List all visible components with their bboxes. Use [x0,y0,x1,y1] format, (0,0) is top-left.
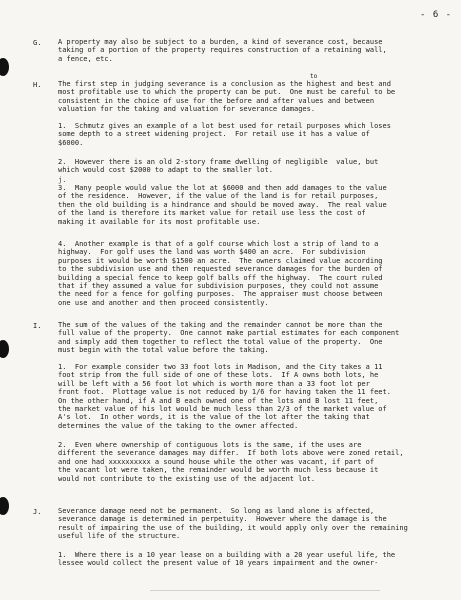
bottom-smudge [150,590,380,591]
stray-mark: j. [58,176,67,184]
section-h-item-2: 2. However there is an old 2-story frame dwelling of negligible value, but which would cost $2000 to adapt to the smaller lot. [58,158,379,175]
section-i-item-1: 1. For example consider two 33 foot lots in Madison, and the City takes a 11 foot strip from the full side of one of these lots. If A owns both lots, he will be left with a 56 foot lot which is worth more than a 33 foot lot per front foot. Plottage value is not reduced by 1/6 for having taken the 11 feet. On the other hand, if A and B each owned one of the lots and B lost 11 feet, the market value of his lot would be much less than 2/3 of the market value of A's lot. In other words, it is the value of the lot after the taking that determines the value of the taking to the owner affected. [58,363,391,430]
section-h-item-3: 3. Many people would value the lot at $6000 and then add damages to the value of the residence. However, if the value of the land is for retail purposes, then the old building is a hindrance and should be moved away. The real value of the land is therefore its market value for retail use less the cost of making it available for its most profitable use. [58,184,387,226]
section-letter-j: J. [33,508,42,516]
page-number: - 6 - [420,10,453,20]
section-letter-g: G. [33,39,42,47]
binder-hole [0,497,9,515]
section-letter-i: I. [33,322,42,330]
section-g-text: A property may also be subject to a burden, a kind of severance cost, because taking of a portion of the property requires construction of a retaining wall, a fence, etc. [58,38,387,63]
section-h-item-1: 1. Schmutz gives an example of a lot best used for retail purposes which loses some depth to a street widening project. For retail use it has a value of $6000. [58,122,391,147]
binder-hole [0,58,9,76]
section-h-text: The first step in judging severance is a conclusion as the highest and best and most profitable use to which the property can be put. One must be careful to be consistent in the choice of use for the before and after values and between valuation for the taking and valuation for severance damages. [58,80,396,114]
section-j-text: Severance damage need not be permanent. So long as land alone is affected, severance damage is determined in perpetuity. However where the damage is the result of impairing the use of the building, it would apply only over the remaining useful life of the structure. [58,507,408,541]
handwritten-insert: to [310,73,318,80]
section-h-item-4: 4. Another example is that of a golf course which lost a strip of land to a highway. For golf uses the land was worth $400 an acre. For subdivision purposes it would be worth $1500 an acre. The owners claimed value according to the subdivision use and then requested severance damages for the burden of building a special fence to keep golf balls off the highway. The court ruled that if they assumed a value for subdivision purposes, they could not assume the need for a fence for golfing purposes. The appraiser must choose between one use and another and then proceed consistently. [58,240,383,307]
section-i-text: The sum of the values of the taking and the remainder cannot be more than the full value of the property. One cannot make partial estimates for each component and simply add them together to reflect the total value of the property. One must begin with the total value before the taking. [58,321,400,355]
binder-hole [0,340,9,358]
section-j-item-1: 1. Where there is a 10 year lease on a building with a 20 year useful life, the lessee would collect the present value of 10 years impairment and the owner- [58,551,396,568]
section-i-item-2: 2. Even where ownership of contiguous lots is the same, if the uses are different the severance damages may differ. If both lots above were zoned retail, and one had xxxxxxxxxx a sound house while the other was vacant, if part of the vacant lot were taken, the remainder would be worth much less because it would not contribute to the existing use of the adjacent lot. [58,441,404,483]
section-letter-h: H. [33,81,42,89]
